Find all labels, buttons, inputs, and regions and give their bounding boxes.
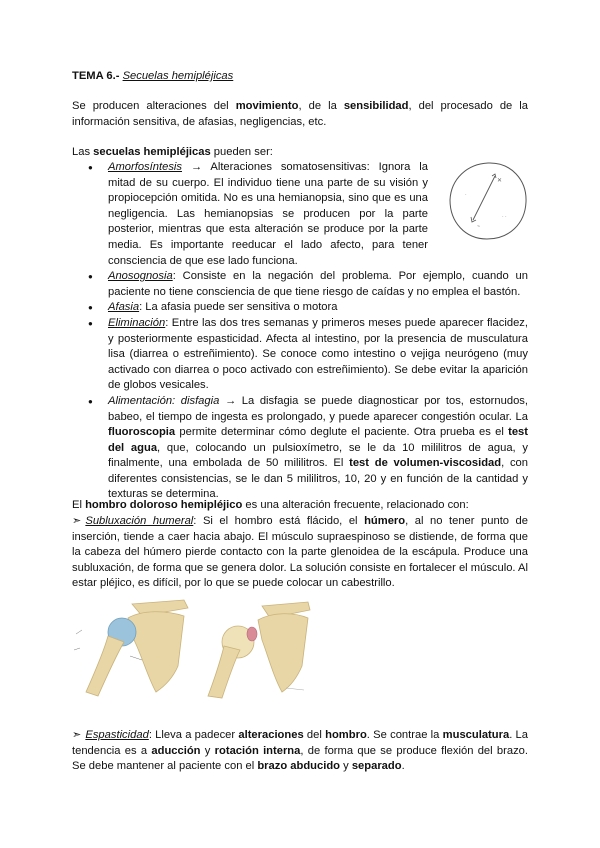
normal-shoulder-figure bbox=[74, 600, 188, 696]
shoulder-anatomy-illustration bbox=[72, 596, 316, 700]
list-item-alimentacion: ● Alimentación: disfagia → La disfagia se puede diagnosticar por tos, estornudos, babeo, el tiempo de ingesta es prolongado, y puede aparecer congestión ocular. La fluoroscopia permite determinar cómo deglute el paciente. Otra prueba es el test del agua, que, colocando un pulsioxímetro, se le da 10 mililitros de agua, y finalmente, una embolada de 50 mililitros. El test de volumen-viscosidad, con diferentes consistencias, se le dan 5 mililitros, 10, 20 y en función de la cantidad y texturas se determina. bbox=[88, 394, 528, 503]
svg-text:✕: ✕ bbox=[497, 178, 503, 184]
svg-text:· ·: · · bbox=[502, 214, 507, 220]
list-item-anosognosia: ● Anosognosia: Consiste en la negación del problema. Por ejemplo, cuando un paciente no tiene consciencia de que tiene riesgo de caídas y no emplea el bastón. bbox=[88, 269, 528, 300]
svg-text:~: ~ bbox=[477, 224, 480, 230]
espasticidad-paragraph: ➣ Espasticidad: Lleva a padecer alteraciones del hombro. Se contrae la musculatura. La tendencia es a aducción y rotación interna, de forma que se produce flexión del brazo. Se debe mantener al paciente con el brazo abducido y separado. bbox=[72, 729, 529, 773]
hombro-paragraph: El hombro doloroso hemipléjico es una alteración frecuente, relacionado con: bbox=[72, 499, 469, 511]
list-item-afasia: ● Afasia: La afasia puede ser sensitiva o motora bbox=[88, 300, 528, 316]
list-item-amorfosintesis: ● Amorfosíntesis → Alteraciones somatosensitivas: Ignora la mitad de su cuerpo. El individuo tiene una parte de su visión y propiocepción omitida. No es una hemianopsia, sino que es una negligencia. Las hemianopsias se producen por la parte posterior, mientras que esta alteración se produce por la parte media. Es importante reeducar el lado afecto, para tener consciencia de que ese lado funciona. bbox=[88, 160, 428, 269]
list-item-eliminacion: ● Eliminación: Entre las dos tres semanas y primeros meses puede aparecer flacidez, y posteriormente espasticidad. Afecta al intestino, por la presencia de musculatura lisa (diarrea o estreñimiento). Se conoce como intestino o vejiga neurógeno (muy activado con diarrea o poco activado con estreñimiento). Se debe evitar la aparición de globos vesicales. bbox=[88, 316, 528, 394]
page-title bbox=[72, 69, 233, 85]
subluxacion-paragraph: ➣ Subluxación humeral: Si el hombro está flácido, el húmero, al no tener punto de inserción, tiende a caer hacia abajo. El músculo supraespinoso se distiende, de forma que la cabeza del húmero pierde contacto con la parte glenoidea de la escápula. Produce una subluxación, de forma que se genera dolor. La solución consiste en fortalecer el músculo. Al estar pléjico, es difícil, por lo que se puede colocar un cabestrillo. bbox=[72, 515, 529, 590]
title-label: TEMA 6.- bbox=[72, 70, 120, 82]
title-subject: Secuelas hemipléjicas bbox=[122, 70, 234, 82]
intro-paragraph: Se producen alteraciones del movimiento, de la sensibilidad, del procesado de la información sensitiva, de afasias, negligencias, etc. bbox=[72, 100, 528, 128]
secuelas-intro: Las secuelas hemipléjicas pueden ser: bbox=[72, 146, 273, 158]
visual-field-sketch bbox=[447, 160, 529, 242]
subluxated-shoulder-figure bbox=[208, 602, 310, 698]
svg-text:·: · bbox=[465, 192, 467, 198]
